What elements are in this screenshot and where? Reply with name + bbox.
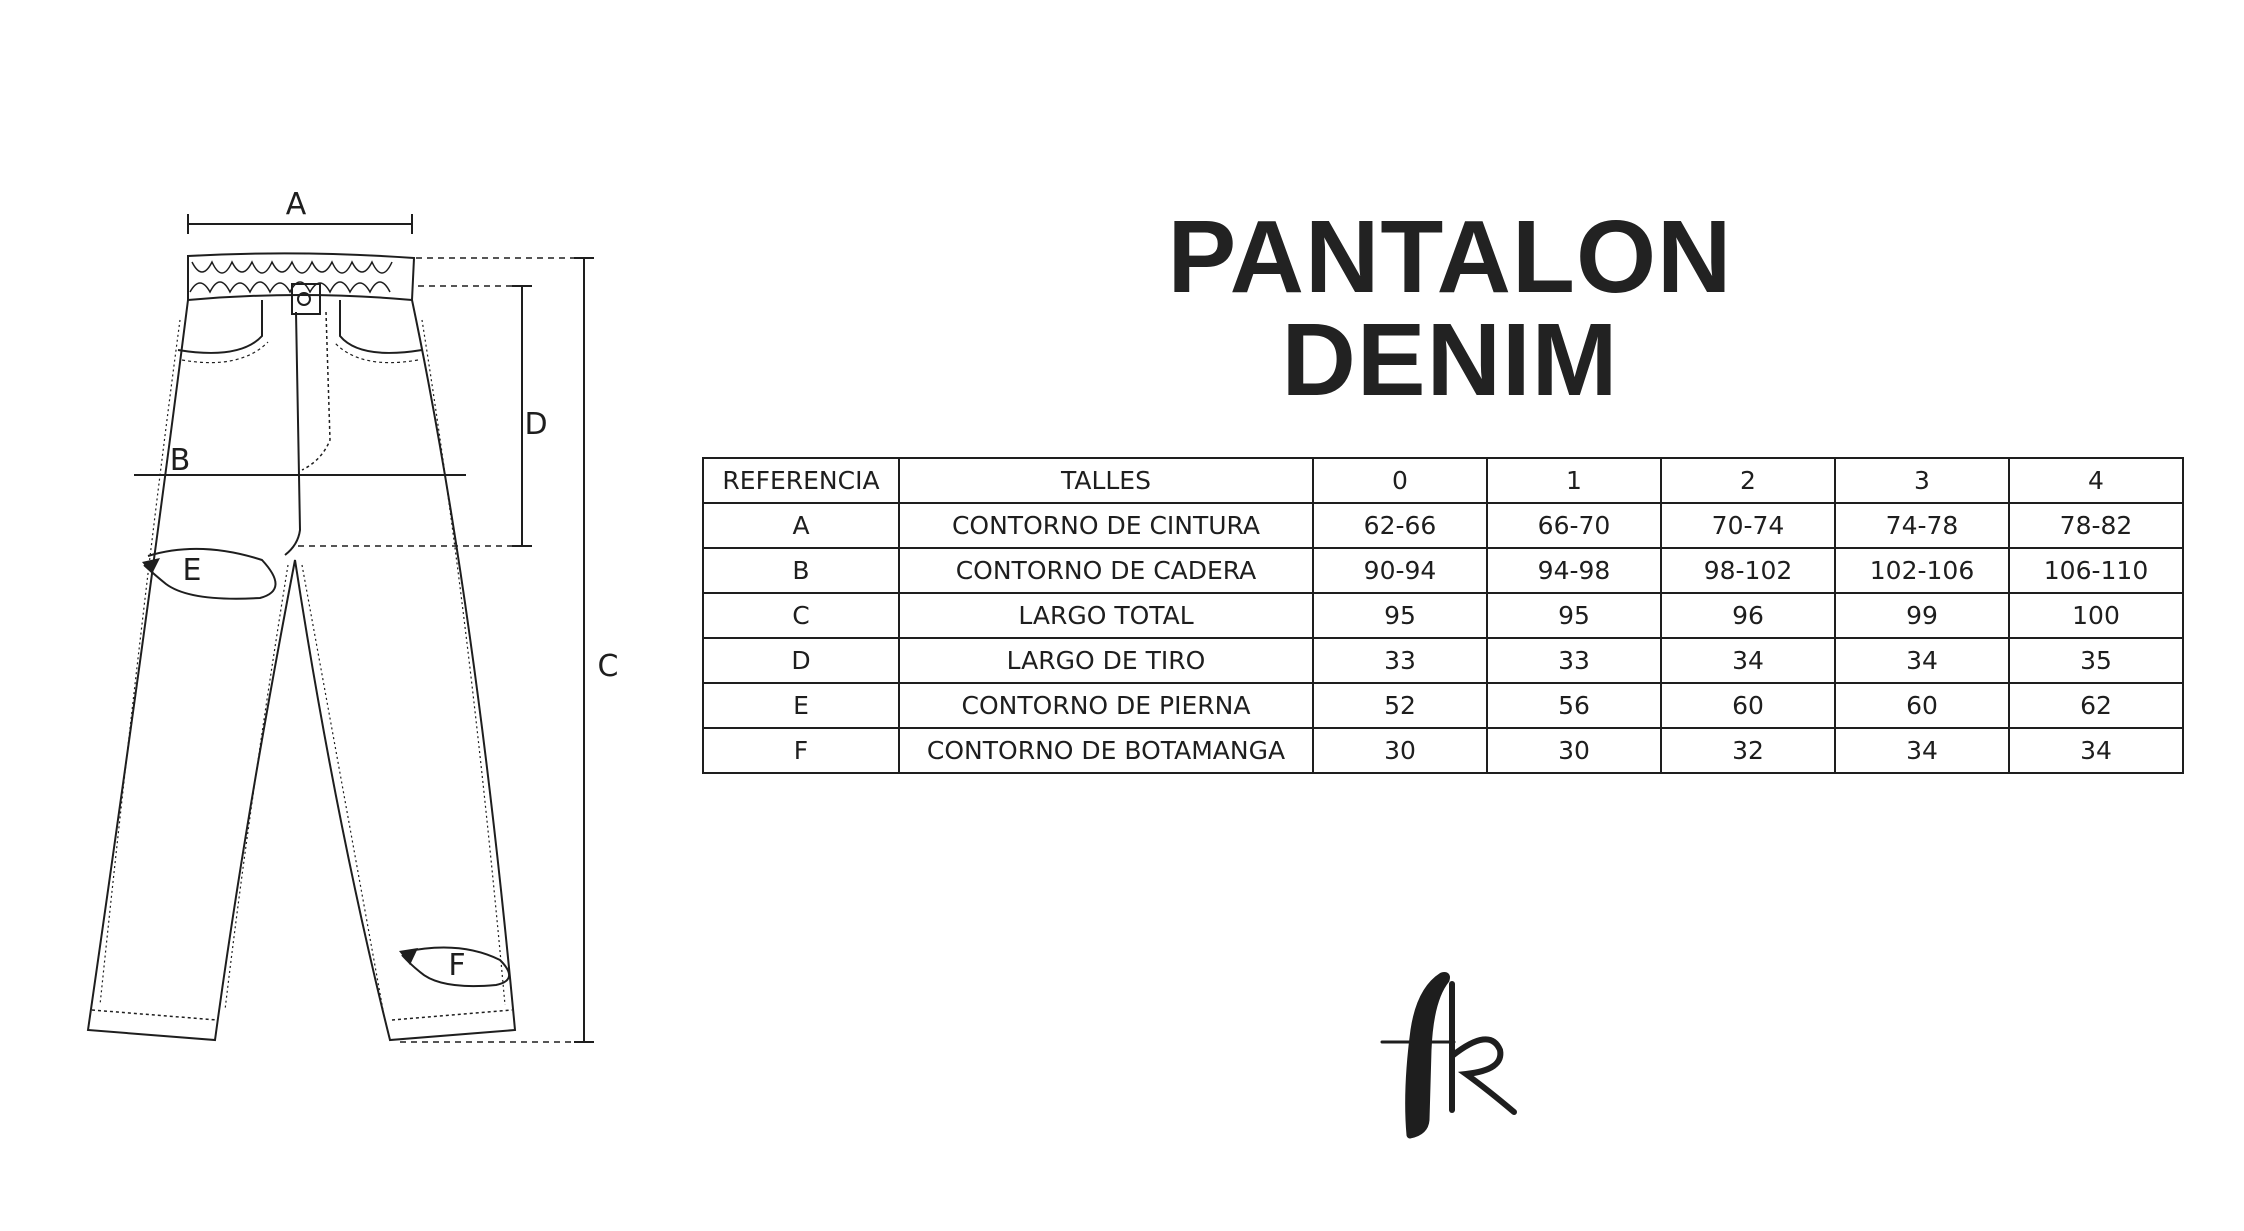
measure-name-cell: CONTORNO DE PIERNA	[899, 683, 1313, 728]
label-a: A	[285, 187, 307, 222]
ref-cell: C	[703, 593, 899, 638]
header-cell: TALLES	[899, 458, 1313, 503]
header-cell: 0	[1313, 458, 1487, 503]
label-b: B	[169, 443, 191, 478]
header-cell: 3	[1835, 458, 2009, 503]
value-cell: 62	[2009, 683, 2183, 728]
measure-name-cell: CONTORNO DE CINTURA	[899, 503, 1313, 548]
value-cell: 60	[1835, 683, 2009, 728]
pants-diagram	[0, 0, 680, 1231]
measure-name-cell: LARGO TOTAL	[899, 593, 1313, 638]
value-cell: 70-74	[1661, 503, 1835, 548]
value-cell: 60	[1661, 683, 1835, 728]
ref-cell: D	[703, 638, 899, 683]
label-c: C	[597, 649, 619, 684]
logo-icon	[1370, 970, 1520, 1140]
size-table	[702, 457, 2184, 774]
value-cell: 33	[1487, 638, 1661, 683]
value-cell: 96	[1661, 593, 1835, 638]
pants-drawing	[0, 0, 680, 1231]
value-cell: 34	[1661, 638, 1835, 683]
value-cell: 35	[2009, 638, 2183, 683]
value-cell: 56	[1487, 683, 1661, 728]
table-row	[703, 503, 2183, 548]
value-cell: 52	[1313, 683, 1487, 728]
value-cell: 78-82	[2009, 503, 2183, 548]
value-cell: 102-106	[1835, 548, 2009, 593]
value-cell: 94-98	[1487, 548, 1661, 593]
ref-cell: A	[703, 503, 899, 548]
value-cell: 95	[1487, 593, 1661, 638]
page-title: PANTALON DENIM	[1167, 199, 1733, 417]
table-header-row	[703, 458, 2183, 503]
value-cell: 95	[1313, 593, 1487, 638]
table-row	[703, 683, 2183, 728]
value-cell: 62-66	[1313, 503, 1487, 548]
value-cell: 30	[1313, 728, 1487, 773]
label-d: D	[524, 407, 548, 442]
header-cell: 1	[1487, 458, 1661, 503]
label-f: F	[448, 948, 466, 983]
label-e: E	[182, 553, 202, 588]
value-cell: 106-110	[2009, 548, 2183, 593]
ref-cell: B	[703, 548, 899, 593]
table-row	[703, 548, 2183, 593]
header-cell: 2	[1661, 458, 1835, 503]
table-row	[703, 638, 2183, 683]
value-cell: 34	[1835, 638, 2009, 683]
header-cell: 4	[2009, 458, 2183, 503]
ref-cell: F	[703, 728, 899, 773]
table-row	[703, 728, 2183, 773]
value-cell: 66-70	[1487, 503, 1661, 548]
value-cell: 34	[1835, 728, 2009, 773]
measure-name-cell: CONTORNO DE CADERA	[899, 548, 1313, 593]
measure-name-cell: CONTORNO DE BOTAMANGA	[899, 728, 1313, 773]
value-cell: 99	[1835, 593, 2009, 638]
table-row	[703, 593, 2183, 638]
value-cell: 74-78	[1835, 503, 2009, 548]
value-cell: 30	[1487, 728, 1661, 773]
ref-cell: E	[703, 683, 899, 728]
value-cell: 98-102	[1661, 548, 1835, 593]
value-cell: 34	[2009, 728, 2183, 773]
fk-monogram-logo	[1370, 970, 1520, 1140]
value-cell: 90-94	[1313, 548, 1487, 593]
header-cell: REFERENCIA	[703, 458, 899, 503]
measure-name-cell: LARGO DE TIRO	[899, 638, 1313, 683]
value-cell: 100	[2009, 593, 2183, 638]
value-cell: 32	[1661, 728, 1835, 773]
value-cell: 33	[1313, 638, 1487, 683]
